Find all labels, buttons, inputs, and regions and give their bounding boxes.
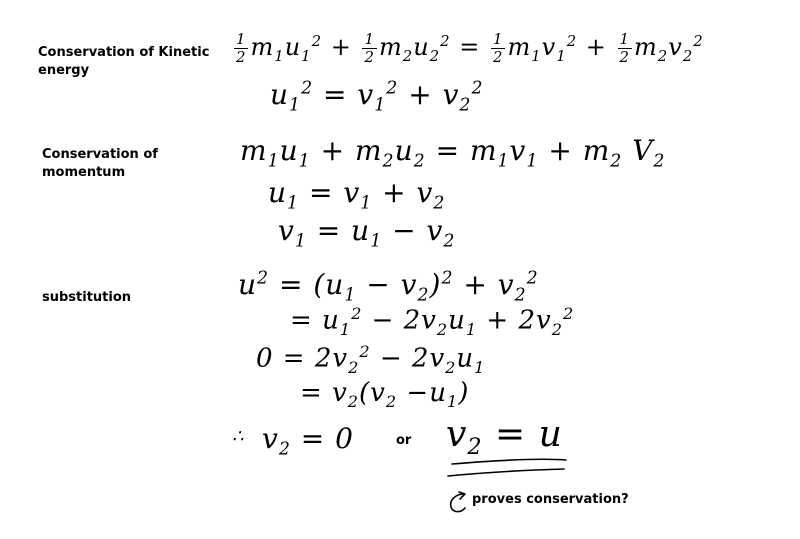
fraction-denominator: 2: [619, 48, 631, 66]
operator-plus: +: [398, 78, 443, 111]
subscript: 1: [370, 231, 383, 252]
subscript: 2: [443, 231, 456, 252]
symbol-zero: 0: [256, 343, 274, 374]
symbol-u: u: [351, 214, 371, 247]
subscript: 2: [417, 285, 430, 306]
symbol-u: u: [322, 305, 340, 336]
symbol-v: v: [332, 378, 348, 408]
subscript: 1: [301, 46, 312, 65]
symbol-u: u: [238, 268, 258, 301]
subscript: 2: [653, 151, 666, 172]
operator-equals: =: [290, 305, 323, 336]
subscript: 2: [348, 357, 360, 377]
operator-plus: +: [577, 33, 616, 61]
symbol-v: v: [509, 134, 527, 167]
operator-plus: +: [322, 33, 361, 61]
operator-equals: = 2: [273, 343, 333, 374]
label-momentum-line-2: momentum: [42, 165, 126, 180]
label-substitution: substitution: [42, 290, 132, 305]
label-proves-conservation: proves conservation?: [472, 492, 629, 507]
symbol-u: u: [413, 33, 430, 61]
symbol-v: v: [426, 214, 444, 247]
operator-minus: − 2: [370, 343, 430, 374]
symbol-v: v: [357, 78, 375, 111]
paren-close: ): [429, 268, 442, 301]
fraction-denominator: 2: [236, 48, 247, 66]
symbol-m: m: [469, 134, 498, 167]
symbol-u: u: [268, 176, 288, 209]
symbol-v: v: [446, 414, 468, 455]
superscript: 2: [526, 268, 539, 289]
symbol-v: v: [497, 268, 515, 301]
subscript: 2: [413, 151, 426, 172]
superscript: 2: [351, 304, 363, 323]
subscript: 2: [657, 46, 669, 65]
fraction-denominator: 2: [364, 48, 375, 66]
subscript: 1: [526, 151, 539, 172]
symbol-v: v: [421, 305, 437, 336]
operator-equals: =: [425, 134, 470, 167]
superscript: 2: [311, 32, 323, 50]
superscript: 2: [441, 268, 454, 289]
subscript: 2: [445, 357, 457, 377]
subscript: 1: [287, 193, 300, 214]
symbol-u: u: [270, 78, 290, 111]
symbol-m: m: [250, 33, 275, 61]
curved-arrow-icon: [451, 492, 465, 512]
subscript: 1: [294, 231, 307, 252]
label-kinetic-line-2: energy: [38, 63, 90, 78]
subscript: 1: [497, 151, 510, 172]
subscript: 2: [610, 151, 623, 172]
symbol-m: m: [507, 33, 532, 61]
fraction-numerator: 1: [619, 30, 631, 49]
result-rhs: = u: [482, 414, 563, 455]
result-rhs: = 0: [290, 422, 354, 455]
superscript: 2: [562, 304, 575, 323]
symbol-v: v: [278, 214, 295, 247]
symbol-u: u: [325, 268, 345, 301]
operator-minus: −: [397, 378, 430, 408]
label-momentum-line-1: Conservation of: [42, 147, 158, 162]
fraction-denominator: 2: [492, 48, 504, 66]
subscript: 2: [433, 193, 446, 214]
symbol-v: v: [343, 176, 361, 209]
subscript: 1: [556, 46, 567, 65]
fraction-numerator: 1: [492, 30, 504, 49]
subscript: 2: [429, 46, 441, 65]
superscript: 2: [301, 78, 314, 99]
symbol-m: m: [378, 33, 403, 61]
operator-equals: =: [450, 33, 489, 61]
symbol-v: v: [668, 33, 683, 61]
operator-plus: +: [372, 176, 417, 209]
symbol-v: v: [262, 422, 279, 455]
subscript: 1: [289, 95, 302, 116]
paren-open: (: [313, 268, 326, 301]
subscript: 2: [382, 151, 395, 172]
subscript: 2: [459, 95, 472, 116]
symbol-v: v: [370, 378, 386, 408]
operator-minus: −: [382, 214, 427, 247]
subscript: 2: [278, 439, 291, 460]
operator-minus: −: [356, 268, 401, 301]
operator-equals: =: [300, 378, 333, 408]
operator-equals: =: [299, 176, 344, 209]
symbol-u: u: [394, 134, 414, 167]
symbol-m: m: [582, 134, 611, 167]
symbol-u: u: [456, 343, 475, 374]
underline-stroke-1: [452, 459, 566, 464]
subscript: 2: [347, 392, 360, 412]
superscript: 2: [386, 78, 399, 99]
underline-stroke-2: [448, 469, 564, 476]
paren-open: (: [359, 378, 371, 408]
subscript: 1: [374, 95, 387, 116]
subscript: 1: [274, 46, 285, 65]
subscript: 1: [474, 357, 486, 377]
therefore-symbol: ∴: [232, 426, 245, 447]
operator-equals: =: [306, 214, 352, 247]
subscript: 2: [551, 319, 563, 339]
symbol-m: m: [240, 134, 268, 167]
subscript: 1: [360, 193, 373, 214]
superscript: 2: [693, 32, 704, 50]
label-kinetic-line-1: Conservation of Kinetic: [38, 45, 210, 60]
operator-plus: +: [453, 268, 498, 301]
symbol-u: u: [284, 33, 302, 61]
superscript: 2: [257, 268, 270, 289]
superscript: 2: [359, 342, 371, 361]
symbol-u: u: [279, 134, 299, 167]
subscript: 1: [298, 151, 311, 172]
superscript: 2: [471, 78, 484, 99]
paren-close: ): [458, 378, 470, 408]
subscript: 1: [344, 285, 357, 306]
subscript: 1: [465, 319, 478, 339]
subscript: 1: [339, 319, 352, 339]
fraction-numerator: 1: [364, 30, 375, 49]
operator-minus: − 2: [362, 305, 422, 336]
symbol-v: V: [622, 134, 654, 167]
symbol-v: v: [332, 343, 349, 374]
subscript: 2: [436, 319, 449, 339]
operator-equals: =: [313, 78, 358, 111]
symbol-v: v: [400, 268, 418, 301]
subscript: 2: [514, 285, 527, 306]
subscript: 1: [446, 392, 459, 412]
symbol-v: v: [416, 176, 434, 209]
label-or: or: [396, 433, 412, 448]
subscript: 2: [682, 46, 694, 65]
subscript: 2: [467, 434, 483, 461]
subscript: 2: [402, 46, 414, 65]
symbol-m: m: [634, 33, 658, 61]
operator-plus: + 2: [477, 305, 536, 336]
subscript: 2: [385, 392, 398, 412]
superscript: 2: [440, 32, 451, 50]
symbol-u: u: [448, 305, 466, 336]
subscript: 1: [267, 151, 280, 172]
fraction-numerator: 1: [236, 30, 247, 49]
operator-equals: =: [269, 268, 314, 301]
superscript: 2: [566, 32, 578, 50]
symbol-v: v: [442, 78, 460, 111]
symbol-v: v: [429, 343, 446, 374]
operator-plus: +: [538, 134, 583, 167]
operator-plus: +: [310, 134, 355, 167]
symbol-m: m: [354, 134, 383, 167]
symbol-v: v: [535, 305, 552, 336]
symbol-u: u: [429, 378, 447, 408]
subscript: 1: [531, 46, 542, 65]
symbol-v: v: [541, 33, 557, 61]
